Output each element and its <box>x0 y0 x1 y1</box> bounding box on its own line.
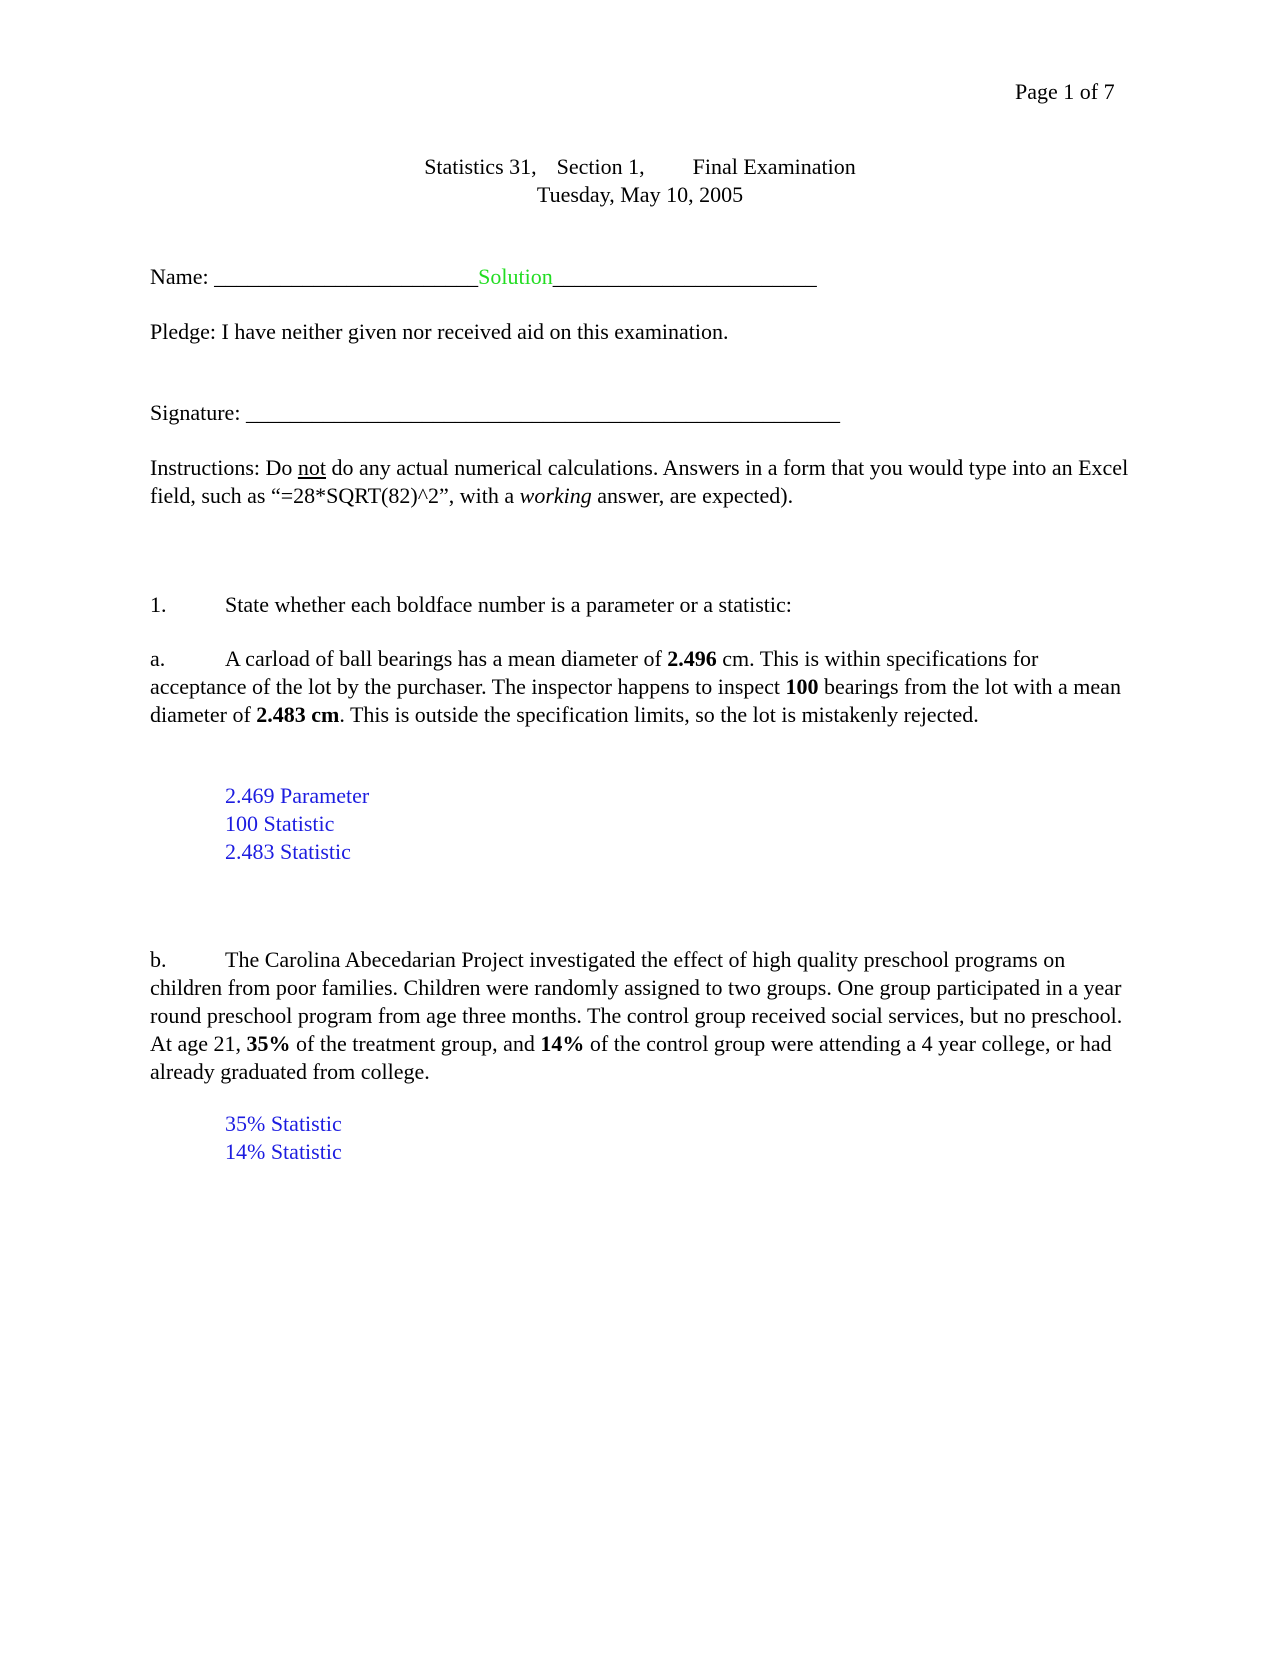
answer-line: 2.469 Parameter <box>225 783 370 808</box>
part-b-text-3: of the control group were attending a 4 year college, or had already graduated from college. <box>150 1031 1112 1084</box>
name-label: Name: <box>150 264 209 289</box>
part-a-text-1: A carload of ball bearings has a mean diameter of <box>225 646 668 671</box>
answer-line: 100 Statistic <box>225 811 335 836</box>
part-b-label: b. <box>150 947 167 972</box>
instructions-working: working <box>519 483 592 508</box>
question-1 <box>150 591 1130 619</box>
instructions-part2: do any actual numerical calculations. Answers in a form that you would type into an Excel field, such as “=28*SQRT(82)^2”, with a <box>150 455 1129 508</box>
part-a <box>150 645 1130 729</box>
section-name: Section 1, <box>556 154 645 179</box>
signature-blank: ______________________________________________________ <box>245 400 840 425</box>
part-b-bold-1: 35% <box>246 1031 291 1056</box>
exam-name: Final Examination <box>692 154 856 179</box>
part-a-answers <box>225 782 825 866</box>
part-b <box>150 946 1130 1086</box>
instructions <box>150 454 1130 510</box>
question-1-number: 1. <box>150 592 167 617</box>
part-a-bold-2: 100 <box>785 674 819 699</box>
signature-line <box>150 399 1130 427</box>
part-a-text-4: . This is outside the specification limits, so the lot is mistakenly rejected. <box>339 702 979 727</box>
exam-title <box>0 153 1280 181</box>
name-value: Solution <box>478 264 553 289</box>
part-a-text-3: bearings from the lot with a mean diameter of <box>150 674 1121 727</box>
signature-label: Signature: <box>150 400 241 425</box>
exam-date: Tuesday, May 10, 2005 <box>536 182 744 207</box>
name-blank-before: ________________________ <box>214 264 479 289</box>
answer-line: 2.483 Statistic <box>225 839 351 864</box>
course-name: Statistics 31, <box>424 154 537 179</box>
name-blank-after: ________________________ <box>552 264 817 289</box>
part-a-bold-3: 2.483 cm <box>256 702 340 727</box>
question-1-text: State whether each boldface number is a parameter or a statistic: <box>225 592 792 617</box>
part-a-text-2: cm. This is within specifications for acceptance of the lot by the purchaser. The inspector happens to inspect <box>150 646 1039 699</box>
part-a-bold-1: 2.496 <box>667 646 717 671</box>
part-b-text-2: of the treatment group, and <box>290 1031 541 1056</box>
instructions-part3: answer, are expected). <box>591 483 794 508</box>
part-b-text-1: The Carolina Abecedarian Project investigated the effect of high quality preschool programs on children from poor families. Children were randomly assigned to two groups. One group participated in a year round preschool program from age three months. The control group received social services, but no preschool. At age 21, <box>150 947 1123 1056</box>
answer-line: 14% Statistic <box>225 1139 342 1164</box>
instructions-part1: Instructions: Do <box>150 455 298 480</box>
pledge-text: Pledge: I have neither given nor received aid on this examination. <box>150 319 729 344</box>
name-line <box>150 263 1130 291</box>
answer-line: 35% Statistic <box>225 1111 342 1136</box>
part-b-bold-2: 14% <box>540 1031 585 1056</box>
part-b-answers <box>225 1110 825 1166</box>
page-number: Page 1 of 7 <box>1015 79 1115 104</box>
part-a-label: a. <box>150 646 166 671</box>
instructions-not: not <box>297 455 327 480</box>
